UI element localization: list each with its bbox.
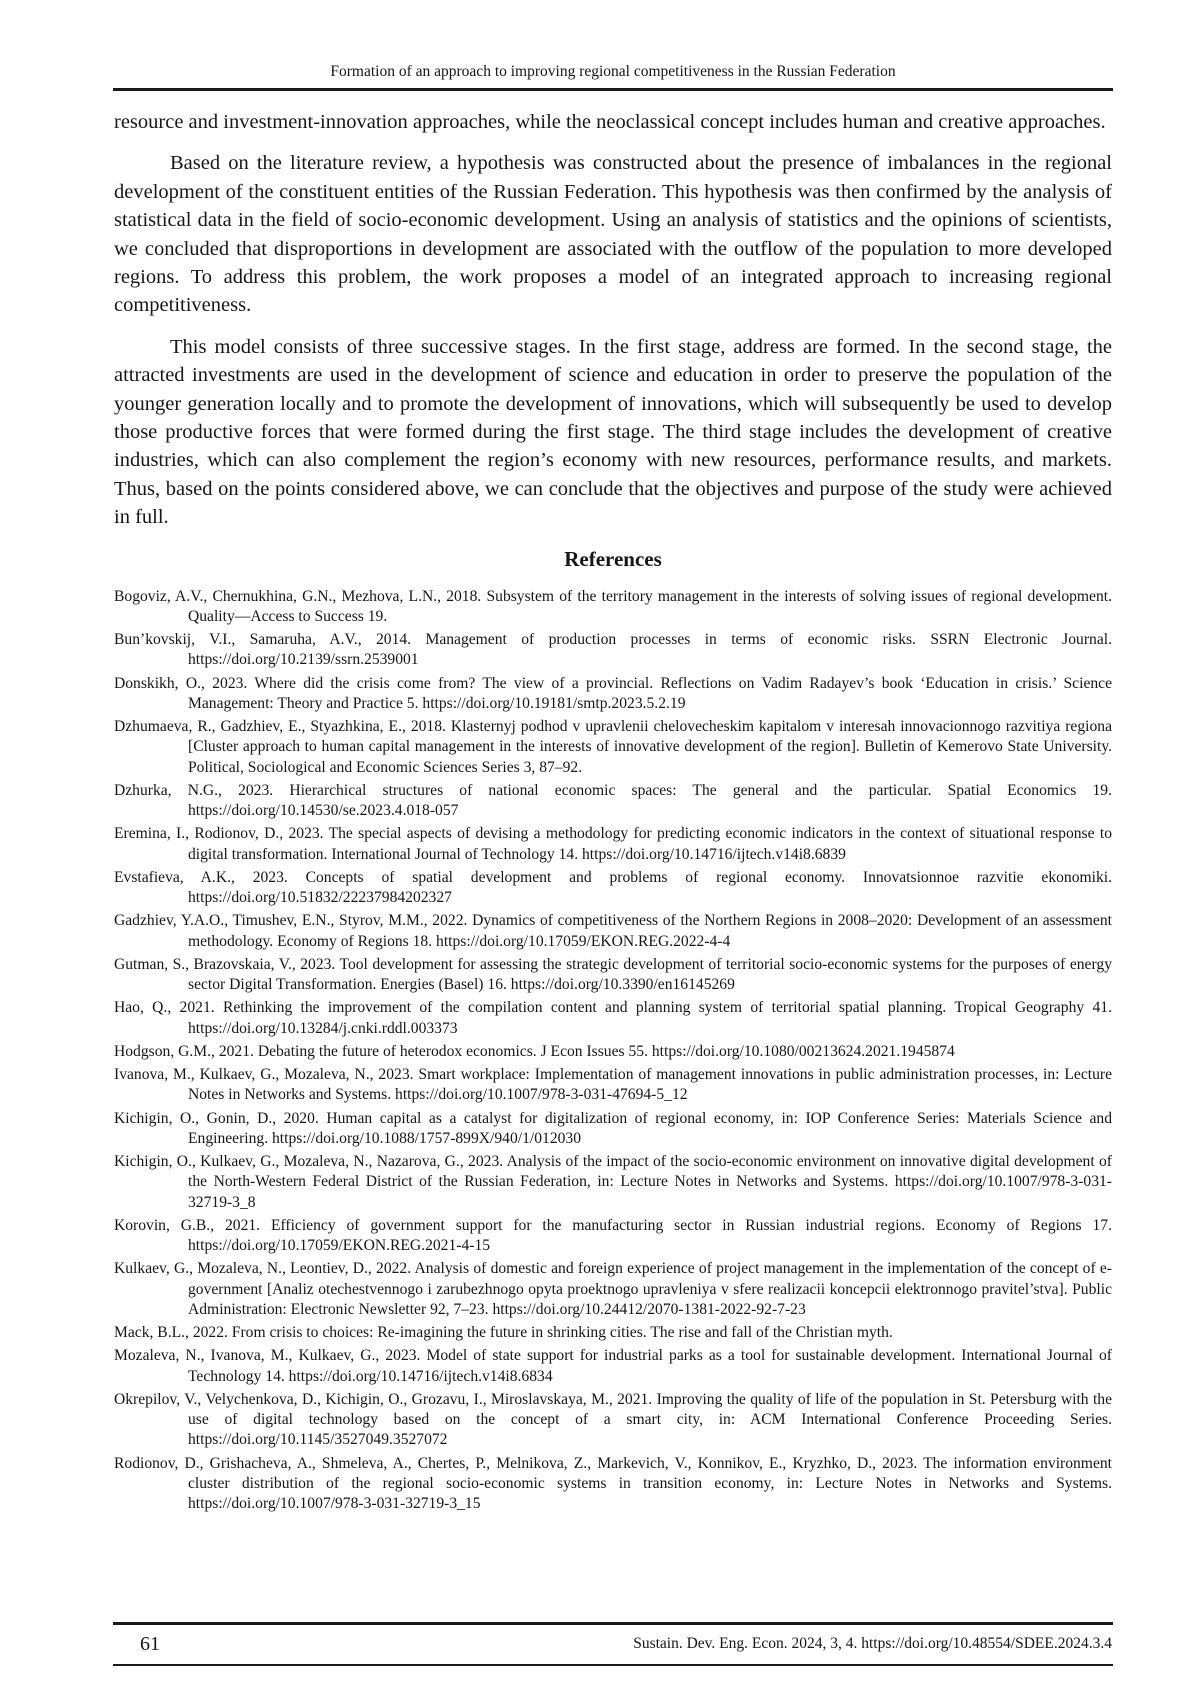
reference-item: Kichigin, O., Gonin, D., 2020. Human capital as a catalyst for digitalization of regional economy, in: IOP Conference Series: Materials Science and Engineering. https://doi.org/10.1088/1757-899X/940/1/012030	[114, 1109, 1112, 1147]
body-paragraph: This model consists of three successive stages. In the first stage, address are formed. In the second stage, the attracted investments are used in the development of science and education in order to preserve the population of the younger generation locally and to promote the development of innovations, which will subsequently be used to develop those productive forces that were formed during the first stage. The third stage includes the development of creative industries, which can also complement the region’s economy with new resources, performance results, and markets. Thus, based on the points considered above, we can conclude that the objectives and purpose of the study were achieved in full.	[114, 335, 1112, 529]
reference-item: Kulkaev, G., Mozaleva, N., Leontiev, D., 2022. Analysis of domestic and foreign experience of project management in the implementation of the concept of e-government [Analiz otechestvennogo i zarubezhnogo opyta proektnogo upravleniya v sfere realizacii koncepcii elektronnogo pravitel’stva]. Public Administration: Electronic Newsletter 92, 7–23. https://doi.org/10.24412/2070-1381-2022-92-7-23	[114, 1260, 1112, 1318]
reference-item: Bogoviz, A.V., Chernukhina, G.N., Mezhova, L.N., 2018. Subsystem of the territory management in the interests of solving issues of regional development. Quality—Access to Success 19.	[114, 587, 1112, 625]
page-number: 61	[140, 1633, 160, 1655]
reference-item: Rodionov, D., Grishacheva, A., Shmeleva, A., Chertes, P., Melnikova, Z., Markevich, V., Konnikov, E., Kryzhko, D., 2023. The information environment cluster distribution of the regional socio-economic systems in transition economy, in: Lecture Notes in Networks and Systems. https://doi.org/10.1007/978-3-031-32719-3_15	[114, 1454, 1112, 1513]
running-title: Formation of an approach to improving regional competitiveness in the Russian Federation	[330, 63, 896, 80]
header-rule	[113, 88, 1113, 91]
footer-rule-bottom	[113, 1664, 1113, 1666]
reference-item: Evstafieva, A.K., 2023. Concepts of spatial development and problems of regional economy. Innovatsionnoe razvitie ekonomiki. https://doi.org/10.51832/22237984202327	[114, 868, 1112, 907]
reference-item: Hao, Q., 2021. Rethinking the improvement of the compilation content and planning system of territorial spatial planning. Tropical Geography 41. https://doi.org/10.13284/j.cnki.rddl.003373	[114, 999, 1112, 1037]
reference-item: Bun’kovskij, V.I., Samaruha, A.V., 2014. Management of production processes in terms of economic risks. SSRN Electronic Journal. https://doi.org/10.2139/ssrn.2539001	[114, 631, 1112, 669]
body-paragraph: resource and investment-innovation approaches, while the neoclassical concept includes human and creative approaches.	[114, 111, 1106, 133]
reference-item: Dzhurka, N.G., 2023. Hierarchical structures of national economic spaces: The general and the particular. Spatial Economics 19. https://doi.org/10.14530/se.2023.4.018-057	[114, 781, 1112, 820]
reference-item: Gadzhiev, Y.A.O., Timushev, E.N., Styrov, M.M., 2022. Dynamics of competitiveness of the Northern Regions in 2008–2020: Development of an assessment methodology. Economy of Regions 18. https://doi.org/10.17059/EKON.REG.2022-4-4	[114, 912, 1112, 950]
body-paragraph: Based on the literature review, a hypothesis was constructed about the presence of imbalances in the regional development of the constituent entities of the Russian Federation. This hypothesis was then confirmed by the analysis of statistical data in the field of socio-economic development. Using an analysis of statistics and the opinions of scientists, we concluded that disproportions in development are associated with the outflow of the population to more developed regions. To address this problem, the work proposes a model of an integrated approach to increasing regional competitiveness.	[114, 152, 1112, 317]
reference-item: Ivanova, M., Kulkaev, G., Mozaleva, N., 2023. Smart workplace: Implementation of management innovations in public administration processes, in: Lecture Notes in Networks and Systems. https://doi.org/10.1007/978-3-031-47694-5_12	[114, 1066, 1112, 1104]
journal-citation: Sustain. Dev. Eng. Econ. 2024, 3, 4. https://doi.org/10.48554/SDEE.2024.3.4	[633, 1635, 1112, 1652]
reference-item: Korovin, G.B., 2021. Efficiency of government support for the manufacturing sector in Russian industrial regions. Economy of Regions 17. https://doi.org/10.17059/EKON.REG.2021-4-15	[114, 1216, 1112, 1255]
references-heading: References	[564, 546, 662, 571]
page-body	[114, 108, 1112, 1517]
references-list	[114, 587, 1112, 1515]
reference-item: Okrepilov, V., Velychenkova, D., Kichigin, O., Grozavu, I., Miroslavskaya, M., 2021. Improving the quality of life of the population in St. Petersburg with the use of digital technology based on the concept of a smart city, in: ACM International Conference Proceeding Series. https://doi.org/10.1145/3527049.3527072	[114, 1390, 1112, 1449]
footer-rule-top	[113, 1622, 1113, 1625]
reference-item: Dzhumaeva, R., Gadzhiev, E., Styazhkina, E., 2018. Klasternyj podhod v upravlenii chelovecheskim kapitalom v interesah innovacionnogo razvitiya regiona [Cluster approach to human capital management in the interests of innovative development of the region]. Bulletin of Kemerovo State University. Political, Sociological and Economic Sciences Series 3, 87–92.	[114, 718, 1112, 776]
reference-item: Mozaleva, N., Ivanova, M., Kulkaev, G., 2023. Model of state support for industrial parks as a tool for sustainable development. International Journal of Technology 14. https://doi.org/10.14716/ijtech.v14i8.6834	[114, 1347, 1112, 1385]
reference-item: Hodgson, G.M., 2021. Debating the future of heterodox economics. J Econ Issues 55. https://doi.org/10.1080/00213624.2021.1945874	[114, 1042, 955, 1060]
reference-item: Mack, B.L., 2022. From crisis to choices: Re-imagining the future in shrinking cities. The rise and fall of the Christian myth.	[114, 1324, 893, 1342]
reference-item: Donskikh, O., 2023. Where did the crisis come from? The view of a provincial. Reflections on Vadim Radayev’s book ‘Education in crisis.’ Science Management: Theory and Practice 5. https://doi.org/10.19181/smtp.2023.5.2.19	[114, 674, 1112, 712]
reference-item: Gutman, S., Brazovskaia, V., 2023. Tool development for assessing the strategic development of territorial socio-economic systems for the purposes of energy sector Digital Transformation. Energies (Basel) 16. https://doi.org/10.3390/en16145269	[114, 955, 1112, 994]
reference-item: Kichigin, O., Kulkaev, G., Mozaleva, N., Nazarova, G., 2023. Analysis of the impact of the socio-economic environment on innovative digital development of the North-Western Federal District of the Russian Federation, in: Lecture Notes in Networks and Systems. https://doi.org/10.1007/978-3-031-32719-3_8	[114, 1153, 1112, 1211]
reference-item: Eremina, I., Rodionov, D., 2023. The special aspects of devising a methodology for predicting economic indicators in the context of situational response to digital transformation. International Journal of Technology 14. https://doi.org/10.14716/ijtech.v14i8.6839	[114, 825, 1112, 863]
